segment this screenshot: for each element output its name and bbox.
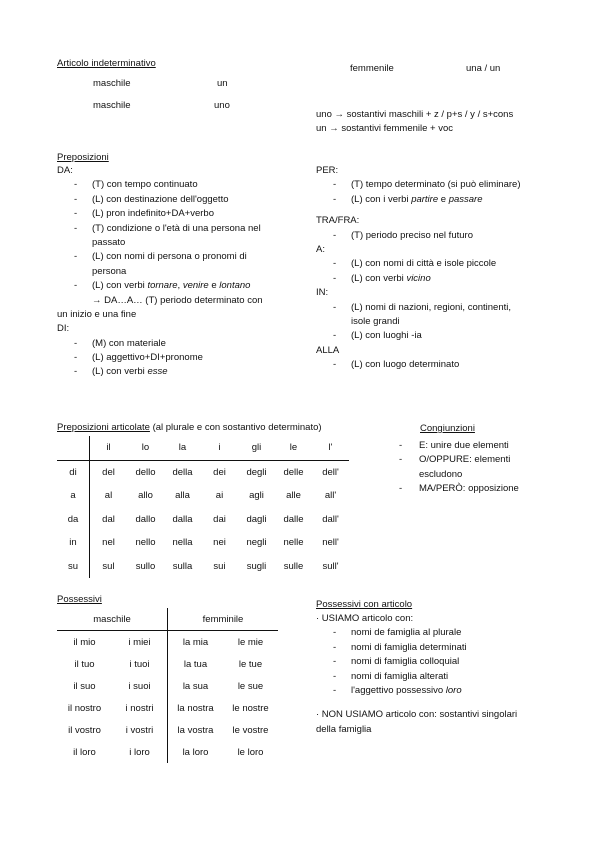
list-item: - MA/PERÒ: opposizione <box>397 482 547 496</box>
list-item: - (M) con materiale <box>57 337 297 351</box>
dash: - <box>74 208 78 220</box>
table-cell: nella <box>172 537 193 549</box>
table-cell: dal <box>102 513 115 525</box>
poss-non-usiamo: · NON USIAMO articolo con: sostantivi singolari <box>316 709 518 721</box>
list-item: - (T) con tempo continuato <box>57 178 297 192</box>
articolo-row-2-label: maschile <box>93 100 131 111</box>
articolo-rule-2: un → sostantivi femmenile + voc <box>316 123 454 134</box>
table-cell: sulle <box>283 560 304 572</box>
list-item: - (L) aggettivo+DI+pronome <box>57 351 297 365</box>
dash: - <box>333 179 337 191</box>
table-row-head: a <box>57 484 90 508</box>
table-cell: il mio <box>73 636 96 648</box>
table-row <box>57 460 349 484</box>
table-cell: le sue <box>237 680 264 692</box>
table-header-cell: il <box>90 436 128 460</box>
dash: - <box>333 641 337 653</box>
table-header-row <box>57 608 278 631</box>
spacer <box>316 207 566 214</box>
list-item: - (L) con luoghi -ia <box>316 329 566 343</box>
dash: - <box>74 179 78 191</box>
table-cell: il tuo <box>74 658 95 670</box>
table-cell: le mie <box>237 636 264 648</box>
dash: - <box>74 280 78 292</box>
table-row-head: in <box>57 531 90 555</box>
table-cell: alle <box>286 490 301 502</box>
list-item: - nomi di famiglia alterati <box>316 670 566 684</box>
table-cell: dagli <box>246 513 267 525</box>
table-row <box>57 741 278 763</box>
table-row <box>57 484 349 508</box>
dash: - <box>333 330 337 342</box>
articolo-fem-label: femmenile <box>350 63 394 74</box>
prep-da-block <box>57 164 297 380</box>
table-cell: il vostro <box>68 724 101 736</box>
prep-di-label: DI: <box>57 323 70 335</box>
table-row <box>57 508 349 532</box>
list-item: - (L) con i verbi partire e passare <box>316 193 566 207</box>
list-item: - (L) nomi di nazioni, regioni, continenti, <box>316 301 566 315</box>
table-cell: sulla <box>172 560 193 572</box>
dash: - <box>333 272 337 284</box>
prep-alla-label: ALLA <box>316 344 340 356</box>
table-cell: dallo <box>135 513 156 525</box>
table-header-cell: la <box>164 436 201 460</box>
table-cell: dei <box>213 466 226 478</box>
prep-a-label: A: <box>316 243 325 255</box>
list-item: - l'aggettivo possessivo loro <box>316 684 566 698</box>
list-item: - nomi de famiglia al plurale <box>316 626 566 640</box>
prep-da-label: DA: <box>57 165 73 176</box>
articolate-table <box>57 436 349 578</box>
table-row-head: su <box>57 555 90 579</box>
table-cell: sugli <box>246 560 267 572</box>
table-cell: alla <box>175 490 190 502</box>
table-header-row <box>57 436 349 460</box>
possessivi-head-maschile: maschile <box>57 608 168 631</box>
list-item: - nomi di famiglia colloquial <box>316 655 566 669</box>
prep-tra-label: TRA/FRA: <box>316 215 360 227</box>
table-cell: i tuoi <box>112 653 168 675</box>
table-cell: le loro <box>237 746 264 758</box>
table-cell: sul <box>102 560 115 572</box>
table-cell: nel <box>102 537 115 549</box>
table-row <box>57 719 278 741</box>
table-cell: la mia <box>182 636 209 648</box>
articolo-row-1-label: maschile <box>93 78 131 89</box>
list-item-cont: escludono <box>419 468 463 480</box>
prep-right-block <box>316 164 566 372</box>
table-corner <box>57 436 90 460</box>
congiunzioni-list <box>397 439 547 497</box>
articolo-rule-1: uno → sostantivi maschili + z / p+s / y / s+cons <box>316 109 514 120</box>
poss-non-usiamo-cont: della famiglia <box>316 723 372 735</box>
table-row <box>57 531 349 555</box>
list-item-cont: persona <box>92 265 127 277</box>
table-row-head: da <box>57 508 90 532</box>
table-row <box>57 555 349 579</box>
table-row-head: di <box>57 460 90 484</box>
dash: - <box>333 656 337 668</box>
table-cell: dall' <box>322 513 339 525</box>
table-cell: dalla <box>172 513 193 525</box>
list-item-cont: isole grandi <box>351 315 400 327</box>
dash: - <box>333 670 337 682</box>
table-cell: la loro <box>182 746 209 758</box>
dash: - <box>74 352 78 364</box>
list-item: - (T) periodo preciso nel futuro <box>316 229 566 243</box>
list-item: - (L) con luogo determinato <box>316 358 566 372</box>
table-cell: al <box>104 490 113 502</box>
dash: - <box>74 193 78 205</box>
dash: - <box>399 440 403 451</box>
list-item: - (T) condizione o l'età di una persona nel <box>57 222 297 236</box>
dash: - <box>333 359 337 371</box>
preposizioni-title: Preposizioni <box>57 152 109 163</box>
possessivi-title: Possessivi <box>57 594 102 605</box>
dash: - <box>399 454 403 466</box>
table-cell: i miei <box>112 631 168 654</box>
table-cell: sull' <box>322 560 339 572</box>
table-cell: delle <box>283 466 304 478</box>
table-header-cell: le <box>275 436 312 460</box>
table-cell: dai <box>213 513 226 525</box>
spacer <box>316 698 566 708</box>
table-cell: i nostri <box>112 697 168 719</box>
prep-per-label: PER: <box>316 165 339 176</box>
table-cell: ai <box>215 490 224 502</box>
congiunzioni-title: Congiunzioni <box>420 423 475 434</box>
table-cell: sui <box>213 560 226 572</box>
possessivi-table <box>57 608 278 763</box>
table-row <box>57 631 278 654</box>
articolo-title: Articolo indeterminativo <box>57 58 156 69</box>
table-cell: le vostre <box>232 724 269 736</box>
table-cell: le nostre <box>232 702 269 714</box>
table-cell: all' <box>324 490 337 502</box>
table-cell: della <box>172 466 193 478</box>
table-cell: la sua <box>182 680 209 692</box>
list-item: - (L) con verbi vicino <box>316 272 566 286</box>
dash: - <box>399 483 403 495</box>
table-cell: il nostro <box>67 702 102 714</box>
dash: - <box>333 258 337 270</box>
table-cell: dalle <box>283 513 304 525</box>
dash: - <box>74 337 78 349</box>
table-cell: nello <box>135 537 156 549</box>
list-item: - (L) con verbi esse <box>57 365 297 379</box>
table-cell: nell' <box>322 537 339 549</box>
articolate-title: Preposizioni articolate (al plurale e con sostantivo determinato) <box>57 422 322 433</box>
table-cell: nelle <box>283 537 304 549</box>
table-cell: i vostri <box>112 719 168 741</box>
table-header-cell: lo <box>127 436 164 460</box>
table-row <box>57 697 278 719</box>
dash: - <box>74 222 78 234</box>
table-cell: negli <box>246 537 267 549</box>
list-item-cont: un inizio e una fine <box>57 308 137 320</box>
list-item: - (L) con nomi di persona o pronomi di <box>57 250 297 264</box>
table-cell: la nostra <box>177 702 214 714</box>
list-item: - (T) tempo determinato (si può eliminare) <box>316 178 566 192</box>
table-cell: dell' <box>322 466 339 478</box>
possessivi-head-femminile: femminile <box>168 608 279 631</box>
dash: - <box>333 627 337 639</box>
table-cell: la vostra <box>177 724 214 736</box>
poss-articolo-list <box>316 612 566 737</box>
table-cell: degli <box>246 466 267 478</box>
table-cell: allo <box>138 490 153 502</box>
table-cell: del <box>102 466 115 478</box>
poss-articolo-title: Possessivi con articolo <box>316 599 413 610</box>
list-item-cont: → DA…A… (T) periodo determinato con <box>92 294 263 306</box>
dash: - <box>333 229 337 241</box>
list-item: - (L) con verbi tornare, venire e lontano <box>57 279 297 293</box>
articolo-row-1-value: un <box>217 78 228 89</box>
list-item: - (L) pron indefinito+DA+verbo <box>57 207 297 221</box>
table-header-cell: i <box>201 436 238 460</box>
table-cell: i loro <box>112 741 168 763</box>
dash: - <box>333 684 337 696</box>
table-cell: il suo <box>73 680 96 692</box>
table-cell: dello <box>135 466 156 478</box>
list-item: - E: unire due elementi <box>397 439 547 453</box>
table-cell: sullo <box>135 560 156 572</box>
list-item: - (L) con nomi di città e isole piccole <box>316 257 566 271</box>
table-row <box>57 653 278 675</box>
table-cell: il loro <box>73 746 96 758</box>
table-row <box>57 675 278 697</box>
table-header-cell: l' <box>312 436 349 460</box>
table-cell: i suoi <box>112 675 168 697</box>
articolo-fem-value: una / un <box>466 63 501 74</box>
table-header-cell: gli <box>238 436 275 460</box>
list-item: - nomi di famiglia determinati <box>316 641 566 655</box>
list-item: - (L) con destinazione dell'oggetto <box>57 193 297 207</box>
table-cell: la tua <box>183 658 208 670</box>
table-cell: nei <box>213 537 226 549</box>
list-item-cont: passato <box>92 236 126 248</box>
list-item: - O/OPPURE: elementi <box>397 453 547 467</box>
prep-in-label: IN: <box>316 287 329 299</box>
dash: - <box>333 193 337 205</box>
table-cell: agli <box>249 490 264 502</box>
dash: - <box>333 301 337 313</box>
articolo-row-2-value: uno <box>214 100 230 111</box>
dash: - <box>74 251 78 263</box>
poss-usiamo: · USIAMO articolo con: <box>316 613 414 624</box>
table-cell: le tue <box>238 658 263 670</box>
dash: - <box>74 366 78 378</box>
